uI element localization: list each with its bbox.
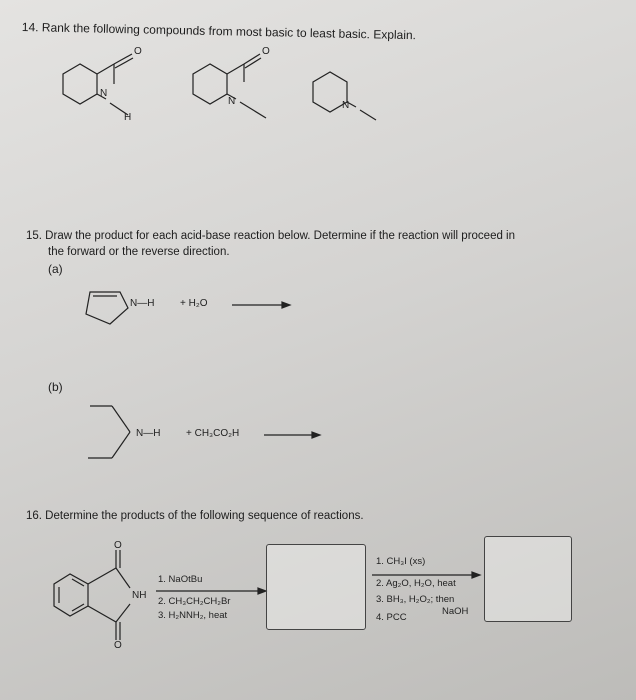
step-1-reagent-2: 2. CH₃CH₂CH₂Br	[158, 596, 231, 607]
question-16-text: 16. Determine the products of the following sequence of reactions.	[26, 510, 364, 522]
question-15-text-line1: 15. Draw the product for each acid-base reaction below. Determine if the reaction will proceed in	[26, 230, 516, 242]
phthalimide-bottom-oxygen: O	[114, 640, 122, 651]
step-2-reagent-3: 3. BH₃, H₂O₂; then	[376, 594, 455, 605]
step-1-arrow	[156, 586, 268, 596]
question-15-part-b-label: (b)	[48, 380, 63, 394]
product-2-answer-box[interactable]	[484, 536, 572, 622]
step-2-arrow	[372, 570, 482, 580]
reaction-a-reagent: + H₂O	[180, 298, 208, 309]
step-1-reagent-3: 3. H₂NNH₂, heat	[158, 610, 228, 621]
compound-1-oxygen: O	[134, 46, 142, 57]
question-14-text: 14. Rank the following compounds from most basic to least basic. Explain.	[21, 20, 417, 43]
step-1-reagent-1: 1. NaOtBu	[158, 574, 203, 585]
step-2-reagent-2: 2. Ag₂O, H₂O, heat	[376, 578, 456, 589]
question-15-text-line2: the forward or the reverse direction.	[48, 246, 230, 258]
step-2-reagent-4: 4. PCC	[376, 612, 407, 623]
compound-3-structure	[290, 50, 400, 130]
compound-2-structure	[170, 40, 290, 130]
compound-3-nitrogen: N	[342, 100, 350, 111]
phthalimide-nh: NH	[132, 590, 147, 601]
compound-2-nitrogen: N	[228, 96, 236, 107]
reaction-b-reagent: + CH₃CO₂H	[186, 428, 240, 439]
reaction-a-nh: N—H	[130, 298, 155, 309]
question-15-part-a-label: (a)	[48, 262, 63, 276]
compound-1-hydrogen: H	[124, 112, 132, 123]
reaction-a-arrow	[232, 298, 292, 312]
product-1-answer-box[interactable]	[266, 544, 366, 630]
phthalimide-top-oxygen: O	[114, 540, 122, 551]
compound-1-structure	[40, 40, 160, 130]
reaction-b-arrow	[264, 428, 324, 442]
compound-1-nitrogen: N	[100, 88, 108, 99]
step-2-reagent-3-cont: NaOH	[442, 606, 469, 617]
reaction-b-nh: N—H	[136, 428, 161, 439]
compound-2-oxygen: O	[262, 46, 270, 57]
step-2-reagent-1: 1. CH₃I (xs)	[376, 556, 426, 567]
